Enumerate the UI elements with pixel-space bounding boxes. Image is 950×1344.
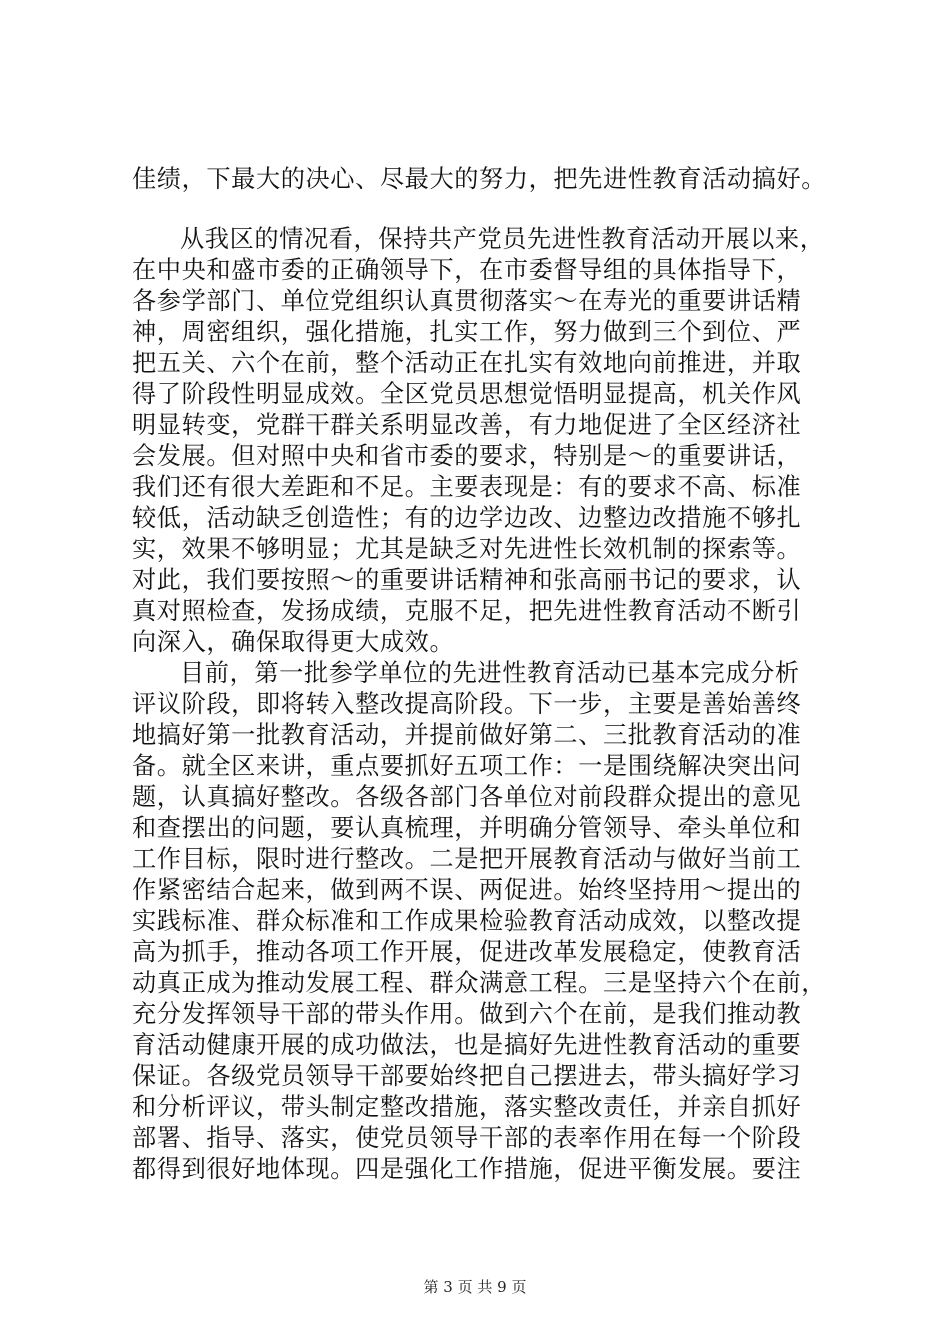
text-line: 充分发挥领导干部的带头作用。做到六个在前，是我们推动教 xyxy=(132,1000,802,1028)
page-number-footer: 第 3 页 共 9 页 xyxy=(423,1278,527,1296)
text-line: 和分析评议，带头制定整改措施，落实整改责任，并亲自抓好 xyxy=(132,1093,802,1121)
text-line: 实践标准、群众标准和工作成果检验教育活动成效，以整改提 xyxy=(132,907,802,935)
text-line: 高为抓手，推动各项工作开展，促进改革发展稳定，使教育活 xyxy=(132,938,802,966)
text-line: 佳绩，下最大的决心、尽最大的努力，把先进性教育活动搞好。 xyxy=(132,165,827,193)
text-line: 对此，我们要按照～的重要讲话精神和张高丽书记的要求，认 xyxy=(132,566,802,594)
text-line: 把五关、六个在前，整个活动正在扎实有效地向前推进，并取 xyxy=(132,349,802,377)
text-line: 较低，活动缺乏创造性；有的边学边改、边整边改措施不够扎 xyxy=(132,504,802,532)
text-line: 真对照检查，发扬成绩，克服不足，把先进性教育活动不断引 xyxy=(132,597,802,625)
text-line: 地搞好第一批教育活动，并提前做好第二、三批教育活动的准 xyxy=(132,721,802,749)
text-line: 从我区的情况看，保持共产党员先进性教育活动开展以来， xyxy=(180,225,825,253)
text-line: 备。就全区来讲，重点要抓好五项工作：一是围绕解决突出问 xyxy=(132,752,802,780)
text-line: 明显转变，党群干群关系明显改善，有力地促进了全区经济社 xyxy=(132,411,802,439)
text-line: 在中央和盛市委的正确领导下，在市委督导组的具体指导下， xyxy=(132,256,802,284)
text-line: 保证。各级党员领导干部要始终把自己摆进去，带头搞好学习 xyxy=(132,1062,802,1090)
text-line: 作紧密结合起来，做到两不误、两促进。始终坚持用～提出的 xyxy=(132,876,802,904)
text-line: 得了阶段性明显成效。全区党员思想觉悟明显提高，机关作风 xyxy=(132,380,802,408)
text-line: 会发展。但对照中央和省市委的要求，特别是～的重要讲话， xyxy=(132,442,802,470)
text-line: 目前，第一批参学单位的先进性教育活动已基本完成分析 xyxy=(180,659,800,687)
text-line: 部署、指导、落实，使党员领导干部的表率作用在每一个阶段 xyxy=(132,1124,802,1152)
text-line: 和查摆出的问题，要认真梳理，并明确分管领导、牵头单位和 xyxy=(132,814,802,842)
text-line: 评议阶段，即将转入整改提高阶段。下一步，主要是善始善终 xyxy=(132,690,802,718)
text-line: 向深入，确保取得更大成效。 xyxy=(132,628,455,656)
text-line: 神，周密组织，强化措施，扎实工作，努力做到三个到位、严 xyxy=(132,318,802,346)
text-line: 育活动健康开展的成功做法，也是搞好先进性教育活动的重要 xyxy=(132,1031,802,1059)
text-line: 各参学部门、单位党组织认真贯彻落实～在寿光的重要讲话精 xyxy=(132,287,802,315)
text-line: 实，效果不够明显；尤其是缺乏对先进性长效机制的探索等。 xyxy=(132,535,802,563)
text-line: 工作目标，限时进行整改。二是把开展教育活动与做好当前工 xyxy=(132,845,802,873)
text-line: 动真正成为推动发展工程、群众满意工程。三是坚持六个在前， xyxy=(132,969,827,997)
text-line: 题，认真搞好整改。各级各部门各单位对前段群众提出的意见 xyxy=(132,783,802,811)
text-line: 都得到很好地体现。四是强化工作措施，促进平衡发展。要注 xyxy=(132,1155,802,1183)
text-line: 我们还有很大差距和不足。主要表现是：有的要求不高、标准 xyxy=(132,473,802,501)
